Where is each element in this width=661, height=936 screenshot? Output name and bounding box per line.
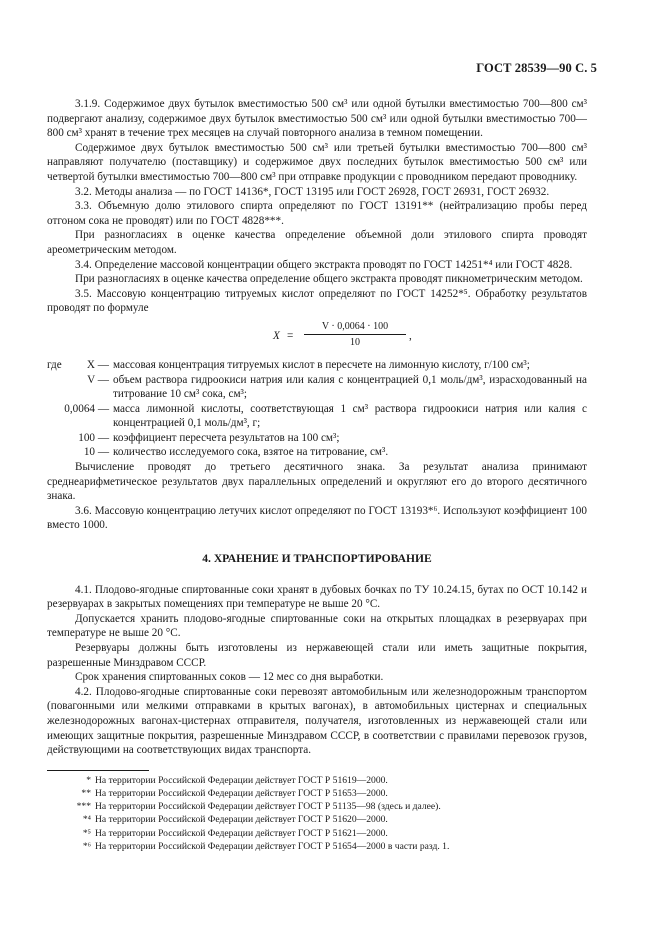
footnote-text: На территории Российской Федерации действует ГОСТ Р 51654—2000 в части разд. 1. bbox=[95, 840, 450, 852]
footnote-divider bbox=[47, 770, 149, 771]
para-4-1-cont-3: Срок хранения спиртованных соков — 12 мес со дня выработки. bbox=[75, 671, 384, 684]
para-3-1-9-cont: Содержимое двух бутылок вместимостью 500 см³ или третьей бутылки вместимостью 700—800 см³ направляют получателю (поставщику) и содержимое двух последних бутылок вместимостью 500 см³ или четвертой бутылки вместимостью 700—800 см³ при отправке продукции с проводником передают проводнику. bbox=[47, 141, 587, 183]
formula-comma: , bbox=[409, 329, 412, 342]
where-item bbox=[47, 431, 587, 446]
where-term: X — bbox=[86, 358, 109, 371]
para-3-2: 3.2. Методы анализа — по ГОСТ 14136*, ГОСТ 13195 или ГОСТ 26928, ГОСТ 26931, ГОСТ 26932. bbox=[75, 185, 550, 198]
formula-denominator: 10 bbox=[350, 336, 360, 348]
para-4-1: 4.1. Плодово-ягодные спиртованные соки хранят в дубовых бочках по ТУ 10.24.15, бутах по ОСТ 10.142 и резервуарах в закрытых помещениях при температуре не выше 20 °С. bbox=[47, 583, 587, 611]
footnote-text: На территории Российской Федерации действует ГОСТ Р 51619—2000. bbox=[95, 774, 388, 786]
where-item bbox=[47, 358, 587, 373]
where-item bbox=[47, 445, 587, 460]
footnote bbox=[47, 774, 587, 787]
footnote bbox=[47, 787, 587, 800]
section-title: 4. ХРАНЕНИЕ И ТРАНСПОРТИРОВАНИЕ bbox=[202, 552, 432, 566]
para-4-1-cont-2: Резервуары должны быть изготовлены из нержавеющей стали или иметь защитные покрытия, разрешенные Минздравом СССР. bbox=[47, 642, 587, 669]
footnote-mark: ** bbox=[81, 787, 91, 799]
para-3-1-9: 3.1.9. Содержимое двух бутылок вместимостью 500 см³ или одной бутылки вместимостью 700—800 см³ подвергают анализу, содержимое двух бутылок вместимостью 500 см³ или одной бутылки вместимостью 700—800 см³ хранят в течение трех месяцев на случай повторного анализа в темном помещении. bbox=[47, 98, 587, 140]
footnote-mark: *⁵ bbox=[82, 827, 91, 839]
where-item bbox=[47, 402, 587, 431]
para-3-5: 3.5. Массовую концентрацию титруемых кислот определяют по ГОСТ 14252*⁵. Обработку результатов проводят по формуле bbox=[47, 287, 587, 315]
where-word: где bbox=[47, 358, 62, 371]
where-term: V — bbox=[87, 373, 109, 386]
para-4-2: 4.2. Плодово-ягодные спиртованные соки перевозят автомобильным или железнодорожным транспортом (повагонными или мелкими отправками в крытых вагонах), в автомобильных цистернах и специальных железнодорожных вагонах-цистернах отправителя, получателя, изготовленных из нержавеющей стали или имеющих защитные покрытия, разрешенные Минздравом СССР, в соответствии с правилами перевозок грузов, действующими на соответствующих видах транспорта. bbox=[47, 685, 587, 757]
where-desc: массовая концентрация титруемых кислот в пересчете на лимонную кислоту, г/100 см³; bbox=[113, 358, 530, 371]
para-calc-note: Вычисление проводят до третьего десятичного знака. За результат анализа принимают среднеарифметическое результатов двух параллельных определений и округляют его до второго десятичного знака. bbox=[47, 461, 587, 503]
footnote-text: На территории Российской Федерации действует ГОСТ Р 51620—2000. bbox=[95, 814, 388, 826]
footnote bbox=[47, 813, 587, 826]
footnote-mark: *⁶ bbox=[82, 840, 91, 852]
footnote-mark: * bbox=[86, 774, 91, 786]
para-3-6: 3.6. Массовую концентрацию летучих кислот определяют по ГОСТ 13193*⁶. Используют коэффициент 100 вместо 1000. bbox=[47, 504, 587, 532]
where-term: 100 — bbox=[78, 431, 109, 444]
footnote-mark: *** bbox=[76, 801, 91, 813]
where-term: 10 — bbox=[83, 446, 109, 459]
where-term: 0,0064 — bbox=[64, 402, 109, 415]
para-3-4-cont: При разногласиях в оценке качества определение общего экстракта проводят пикнометрическим методом. bbox=[75, 273, 583, 286]
where-desc: коэффициент пересчета результатов на 100 см³; bbox=[113, 431, 340, 444]
where-desc: масса лимонной кислоты, соответствующая 1 см³ раствора гидроокиси натрия или калия с концентрацией 0,1 моль/дм³, г; bbox=[113, 402, 587, 430]
formula-fraction bbox=[304, 320, 406, 349]
formula bbox=[47, 316, 587, 358]
formula-equals: = bbox=[287, 329, 294, 342]
para-3-3: 3.3. Объемную долю этилового спирта определяют по ГОСТ 13191** (нейтрализацию пробы перед отгоном сока не проводят) или по ГОСТ 4828***. bbox=[47, 200, 587, 227]
footnote bbox=[47, 827, 587, 840]
formula-numerator: V · 0,0064 · 100 bbox=[304, 320, 406, 335]
footnote-text: На территории Российской Федерации действует ГОСТ Р 51621—2000. bbox=[95, 827, 388, 839]
where-desc: объем раствора гидроокиси натрия или калия с концентрацией 0,1 моль/дм³, израсходованный на титрование 10 см³ сока, см³; bbox=[113, 373, 587, 401]
footnote bbox=[47, 840, 587, 853]
document-body bbox=[47, 97, 587, 853]
para-4-1-cont-1: Допускается хранить плодово-ягодные спиртованные соки на открытых площадках в резервуарах при температуре не выше 20 °С. bbox=[47, 612, 587, 640]
para-3-4: 3.4. Определение массовой концентрации общего экстракта проводят по ГОСТ 14251*⁴ или ГОСТ 4828. bbox=[75, 258, 573, 271]
where-list bbox=[47, 358, 587, 460]
footnote-mark: *⁴ bbox=[82, 814, 91, 826]
para-3-3-cont: При разногласиях в оценке качества определение объемной доли этилового спирта проводят ареометрическим методом. bbox=[47, 229, 587, 256]
footnote-text: На территории Российской Федерации действует ГОСТ Р 51135—98 (здесь и далее). bbox=[95, 801, 441, 813]
footnote bbox=[47, 800, 587, 813]
where-desc: количество исследуемого сока, взятое на титрование, см³. bbox=[113, 446, 389, 459]
formula-lhs: X bbox=[273, 329, 280, 342]
where-item bbox=[47, 373, 587, 402]
page-header: ГОСТ 28539—90 С. 5 bbox=[476, 61, 597, 75]
footnote-text: На территории Российской Федерации действует ГОСТ Р 51653—2000. bbox=[95, 787, 388, 799]
